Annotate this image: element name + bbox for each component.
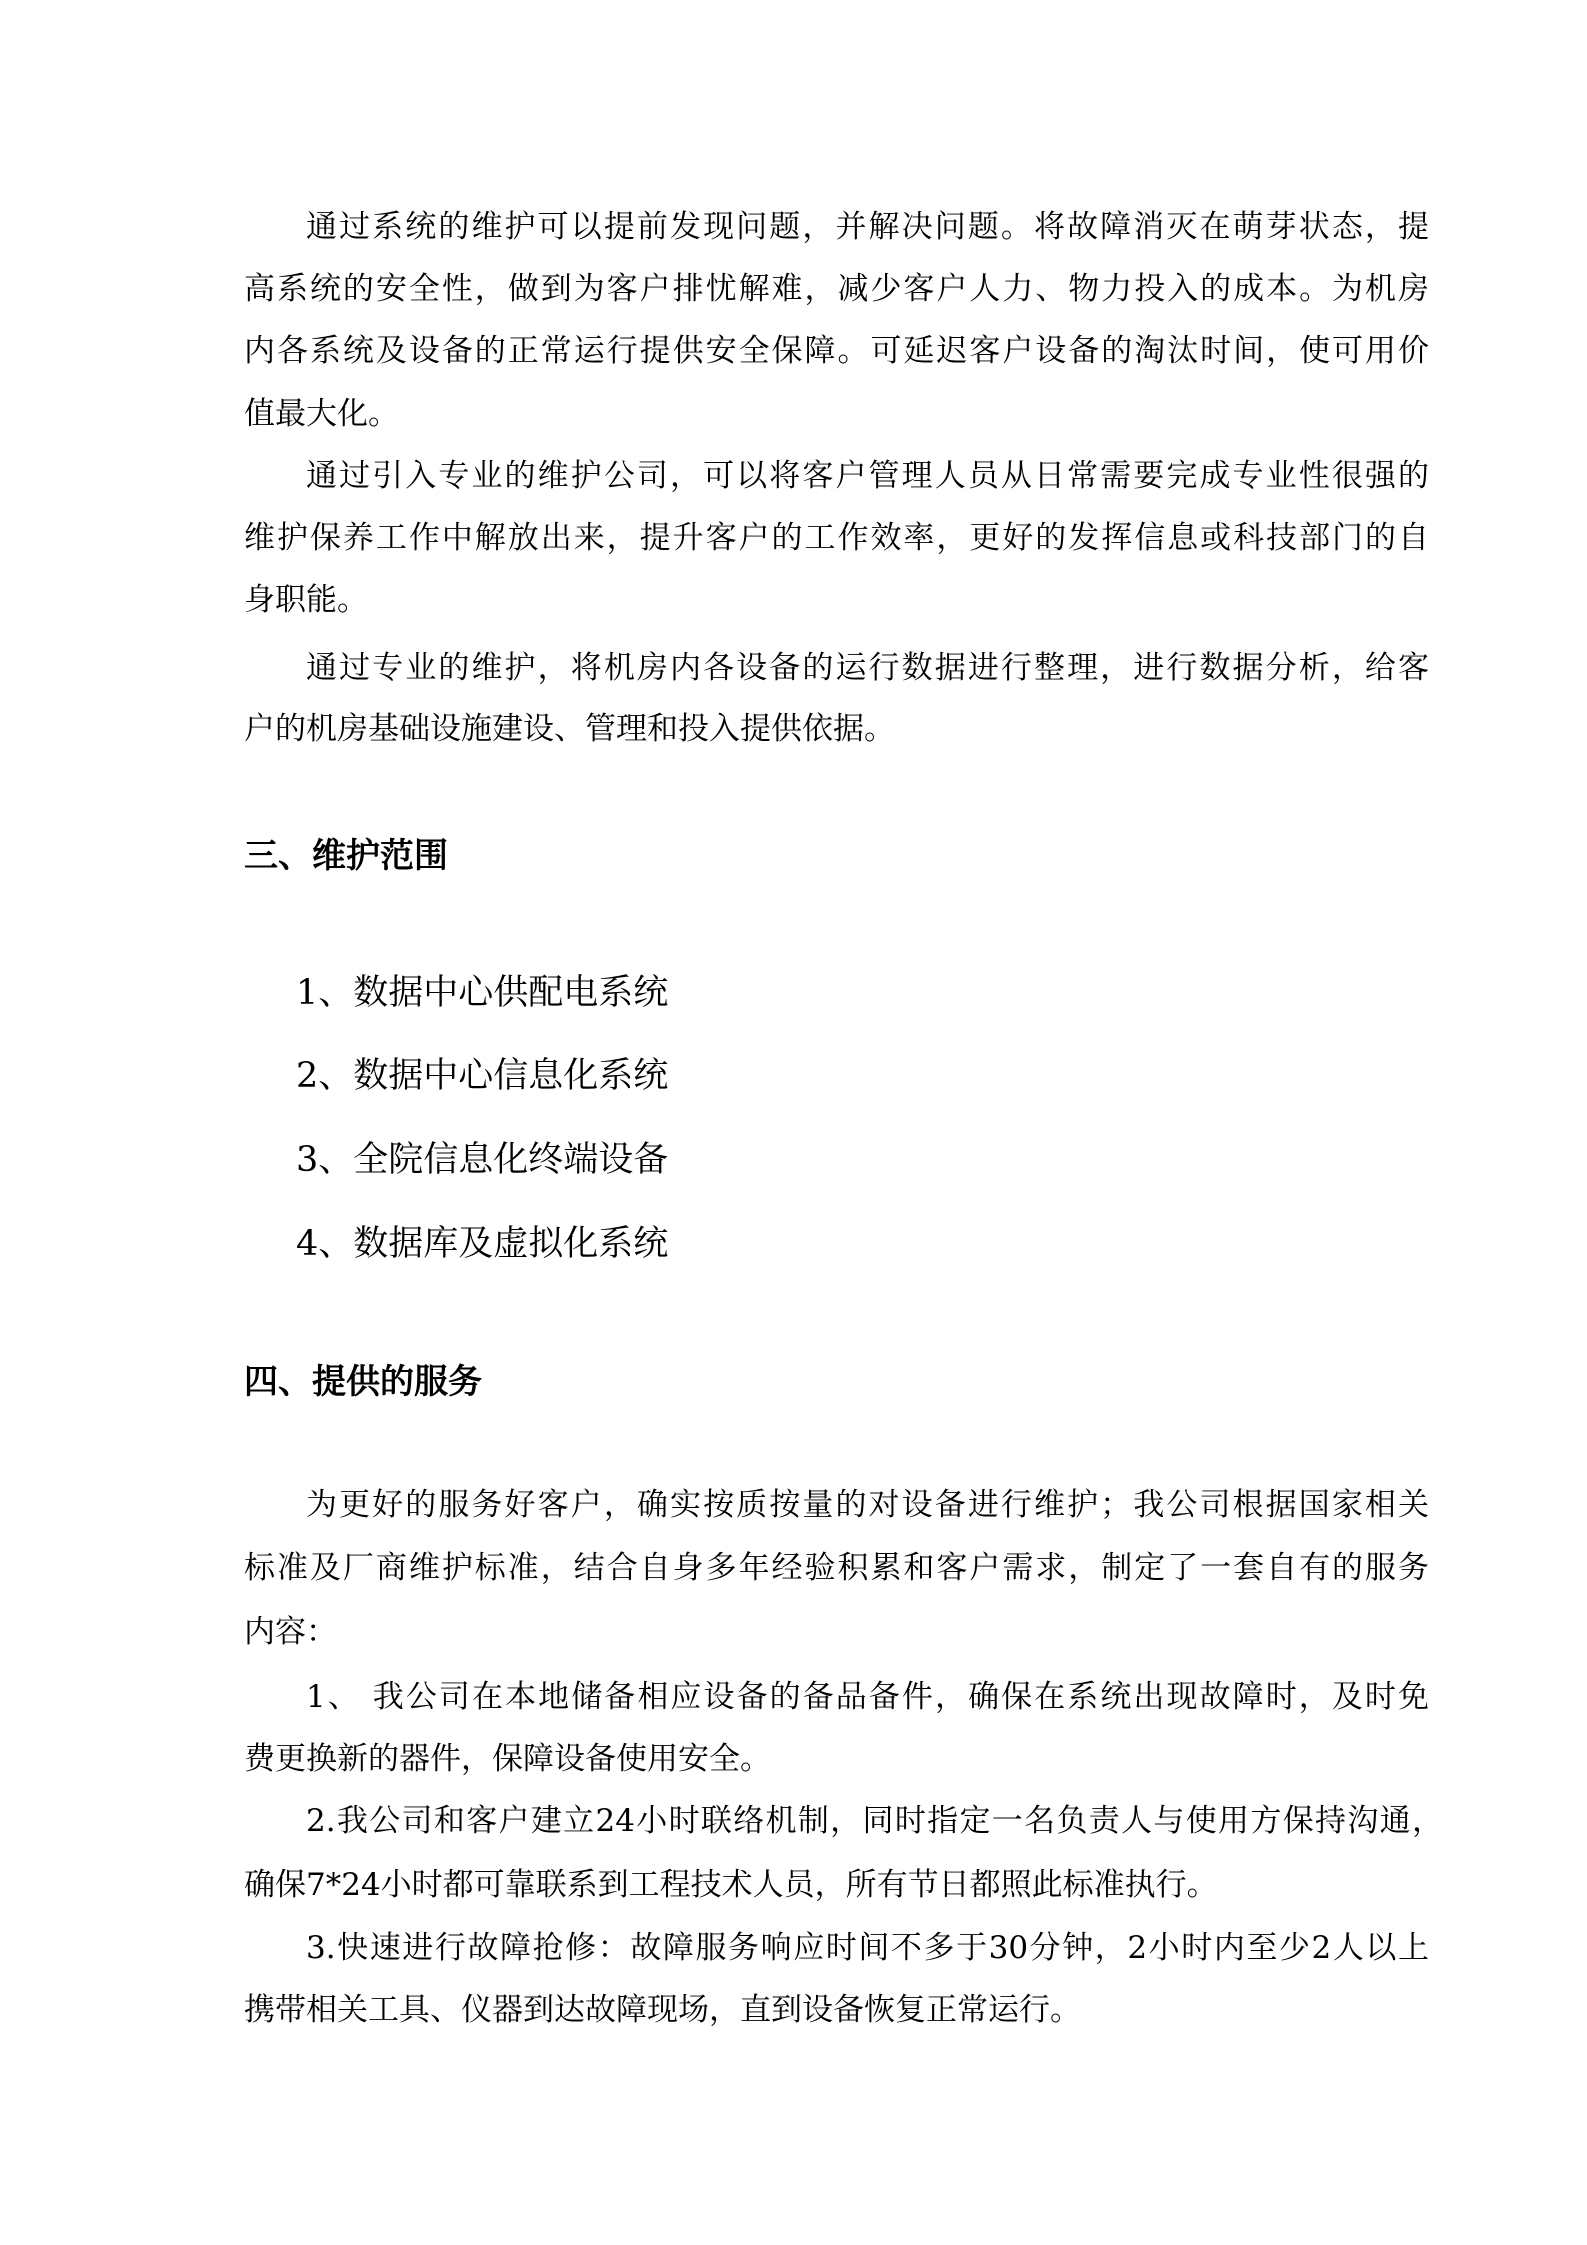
paragraph-line: 高系统的安全性，做到为客户排忧解难，减少客户人力、物力投入的成本。为机房: [244, 271, 1429, 307]
service-item-line: 费更换新的器件，保障设备使用安全。: [244, 1741, 771, 1777]
paragraph-line: 户的机房基础设施建设、管理和投入提供依据。: [244, 711, 895, 747]
paragraph-line: 通过系统的维护可以提前发现问题，并解决问题。将故障消灭在萌芽状态，提: [306, 209, 1429, 245]
paragraph-line: 内各系统及设备的正常运行提供安全保障。可延迟客户设备的淘汰时间，使可用价: [244, 333, 1429, 369]
service-item-line: 3.快速进行故障抢修：故障服务响应时间不多于30分钟，2小时内至少2人以上: [306, 1930, 1429, 1966]
scope-list-item: 2、数据中心信息化系统: [296, 1056, 669, 1096]
paragraph-line: 通过专业的维护，将机房内各设备的运行数据进行整理，进行数据分析，给客: [306, 650, 1429, 686]
section-heading-services: 四、提供的服务: [244, 1362, 482, 1402]
paragraph-line: 内容：: [244, 1614, 337, 1650]
scope-list-item: 3、全院信息化终端设备: [296, 1140, 669, 1180]
service-item-line: 携带相关工具、仪器到达故障现场，直到设备恢复正常运行。: [244, 1992, 1081, 2028]
paragraph-line: 维护保养工作中解放出来，提升客户的工作效率，更好的发挥信息或科技部门的自: [244, 520, 1429, 556]
service-item-line: 确保7*24小时都可靠联系到工程技术人员，所有节日都照此标准执行。: [244, 1867, 1218, 1903]
scope-list-item: 4、数据库及虚拟化系统: [296, 1224, 669, 1264]
paragraph-line: 为更好的服务好客户，确实按质按量的对设备进行维护；我公司根据国家相关: [306, 1487, 1429, 1523]
paragraph-line: 通过引入专业的维护公司，可以将客户管理人员从日常需要完成专业性很强的: [306, 458, 1429, 494]
paragraph-line: 值最大化。: [244, 396, 399, 432]
scope-list-item: 1、数据中心供配电系统: [296, 973, 669, 1013]
service-item-line: 2.我公司和客户建立24小时联络机制，同时指定一名负责人与使用方保持沟通，: [306, 1803, 1443, 1839]
paragraph-line: 身职能。: [244, 582, 368, 618]
section-heading-scope: 三、维护范围: [244, 836, 448, 876]
service-item-line: 1、 我公司在本地储备相应设备的备品备件，确保在系统出现故障时，及时免: [306, 1679, 1429, 1715]
paragraph-line: 标准及厂商维护标准，结合自身多年经验积累和客户需求，制定了一套自有的服务: [244, 1550, 1429, 1586]
